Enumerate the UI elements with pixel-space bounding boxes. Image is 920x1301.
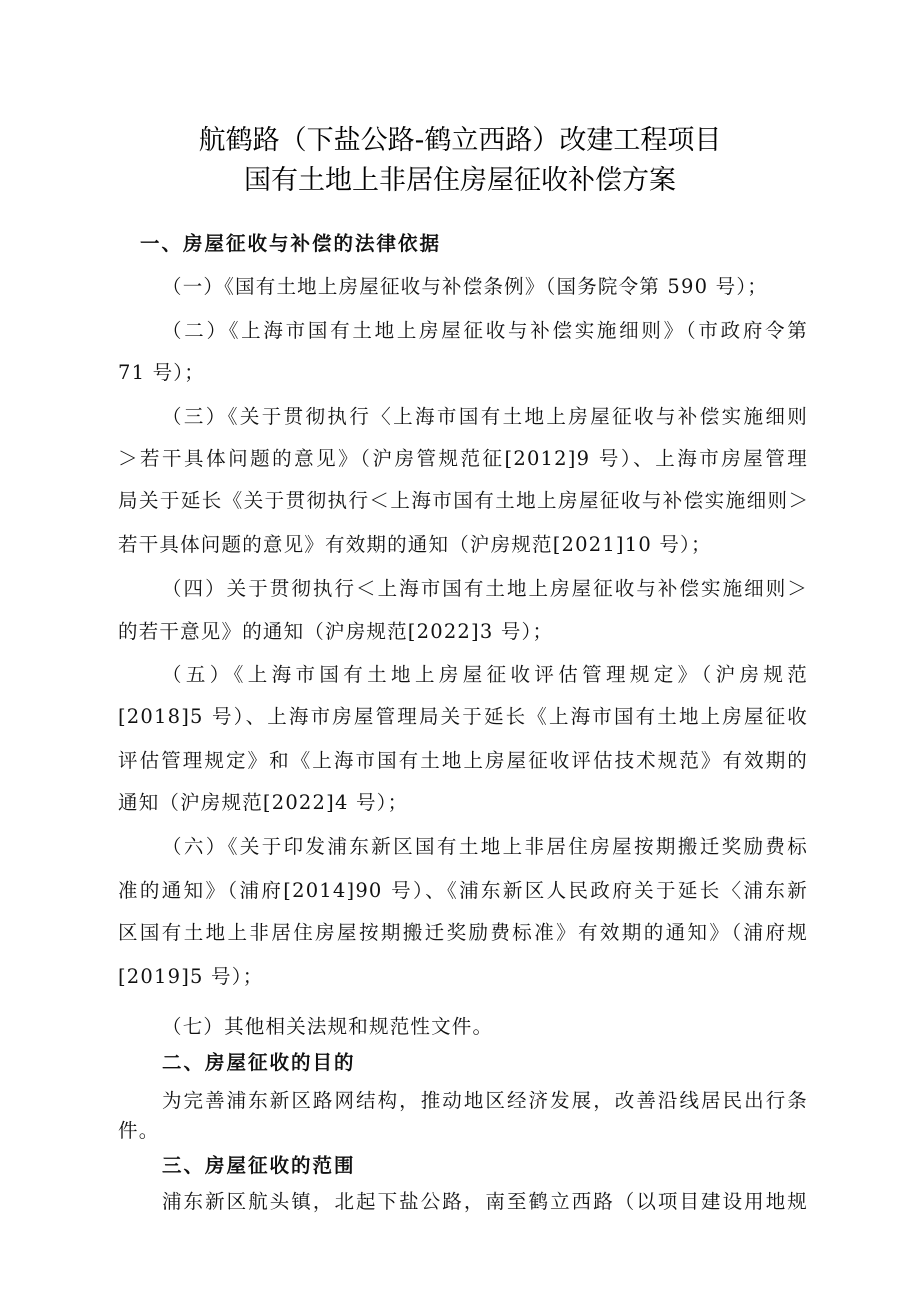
item-3-line-3: 局关于延长《关于贯彻执行＜上海市国有土地上房屋征收与补偿实施细则＞ <box>118 489 808 512</box>
item-3-line-4: 若干具体问题的意见》有效期的通知（沪房规范[2021]10 号）； <box>118 533 712 556</box>
item-1-line-1: （一）《国有土地上房屋征收与补偿条例》（国务院令第 590 号）； <box>162 275 768 298</box>
item-6-line-1: （六）《关于印发浦东新区国有土地上非居住房屋按期搬迁奖励费标 <box>162 835 808 858</box>
item-7-line-1: （七）其他相关法规和规范性文件。 <box>162 1015 494 1038</box>
item-4-line-1: （四）关于贯彻执行＜上海市国有土地上房屋征收与补偿实施细则＞ <box>162 577 808 600</box>
item-5-line-3: 评估管理规定》和《上海市国有土地上房屋征收评估技术规范》有效期的 <box>118 749 808 772</box>
section-3-line-1: 浦东新区航头镇，北起下盐公路，南至鹤立西路（以项目建设用地规 <box>162 1190 808 1213</box>
item-2-line-1: （二）《上海市国有土地上房屋征收与补偿实施细则》（市政府令第 <box>162 319 808 342</box>
section-2-line-1: 为完善浦东新区路网结构，推动地区经济发展，改善沿线居民出行条 <box>162 1089 808 1112</box>
item-5-line-1: （五）《上海市国有土地上房屋征收评估管理规定》（沪房规范 <box>162 663 808 686</box>
item-5-line-2: [2018]5 号）、上海市房屋管理局关于延长《上海市国有土地上房屋征收 <box>118 705 808 728</box>
item-2-line-2: 71 号）； <box>118 361 205 384</box>
item-4-line-2: 的若干意见》的通知（沪房规范[2022]3 号）； <box>118 620 554 643</box>
item-6-line-4: [2019]5 号）； <box>118 965 264 988</box>
item-3-line-1: （三）《关于贯彻执行〈上海市国有土地上房屋征收与补偿实施细则 <box>162 405 808 428</box>
item-3-line-2: ＞若干具体问题的意见》（沪房管规范征[2012]9 号）、上海市房屋管理 <box>118 447 808 470</box>
section-2-line-2: 件。 <box>118 1119 160 1142</box>
item-6-line-2: 准的通知》（浦府[2014]90 号）、《浦东新区人民政府关于延长〈浦东新 <box>118 879 808 902</box>
document-title-line-1: 航鹤路（下盐公路-鹤立西路）改建工程项目 <box>198 125 722 156</box>
section-2-heading: 二、房屋征收的目的 <box>162 1051 356 1074</box>
section-3-heading: 三、房屋征收的范围 <box>162 1154 356 1177</box>
section-1-heading: 一、房屋征收与补偿的法律依据 <box>140 232 442 255</box>
item-6-line-3: 区国有土地上非居住房屋按期搬迁奖励费标准》有效期的通知》（浦府规 <box>118 921 808 944</box>
document-title-line-2: 国有土地上非居住房屋征收补偿方案 <box>244 165 676 196</box>
item-5-line-4: 通知（沪房规范[2022]4 号）； <box>118 791 409 814</box>
